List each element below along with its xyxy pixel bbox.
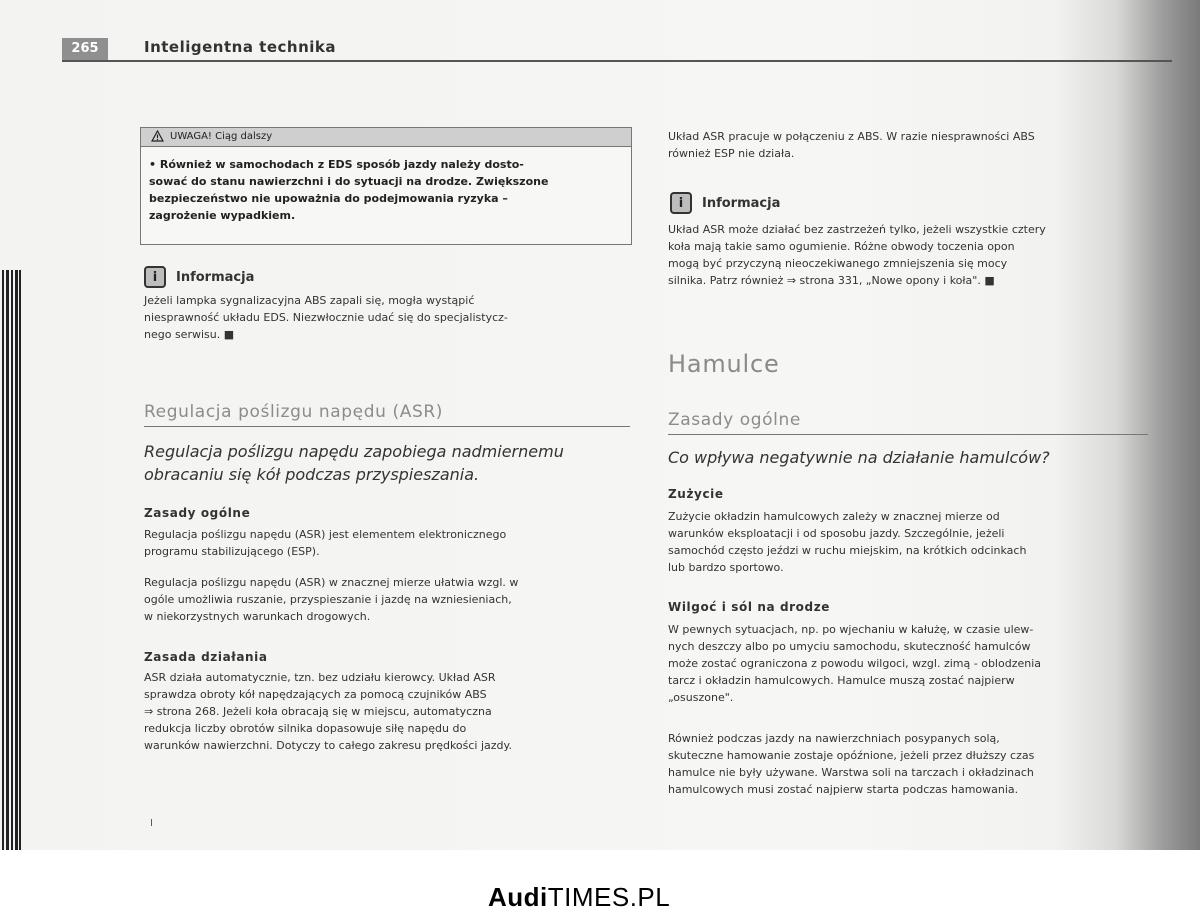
warning-line: zagrożenie wypadkiem. bbox=[149, 209, 296, 222]
warning-title: UWAGA! Ciąg dalszy bbox=[170, 131, 273, 142]
text-line: „osuszone". bbox=[668, 691, 734, 704]
info-right-title: Informacja bbox=[702, 195, 781, 211]
text-line: ASR działa automatycznie, tzn. bez udziału kierowcy. Układ ASR bbox=[144, 671, 496, 684]
info-left-title: Informacja bbox=[176, 269, 255, 285]
right-intro bbox=[668, 128, 1035, 162]
text-line: tarcz i okładzin hamulcowych. Hamulce muszą zostać najpierw bbox=[668, 674, 1015, 687]
page-mark: I bbox=[150, 818, 153, 829]
warning-line: sować do stanu nawierzchni i do sytuacji na drodze. Zwiększone bbox=[149, 175, 549, 188]
lead-line: Regulacja poślizgu napędu zapobiega nadmiernemu bbox=[144, 442, 564, 461]
wilgoc-title: Wilgoć i sól na drodze bbox=[668, 600, 831, 614]
text-line: Jeżeli lampka sygnalizacyjna ABS zapali się, mogła wystąpić bbox=[144, 294, 475, 307]
info-left-text bbox=[144, 292, 508, 343]
text-line: Układ ASR może działać bez zastrzeżeń tylko, jeżeli wszystkie cztery bbox=[668, 223, 1046, 236]
page-number: 265 bbox=[62, 38, 108, 60]
text-line: warunków eksploatacji i od sposobu jazdy. Szczególnie, jeżeli bbox=[668, 527, 1005, 540]
hamulce-question: Co wpływa negatywnie na działanie hamulców? bbox=[668, 448, 1050, 467]
text-line: programu stabilizującego (ESP). bbox=[144, 545, 320, 558]
sol-text bbox=[668, 730, 1034, 798]
lead-line: obracaniu się kół podczas przyspieszania. bbox=[144, 465, 480, 484]
warning-text bbox=[141, 147, 631, 224]
text-line: Regulacja poślizgu napędu (ASR) w znacznej mierze ułatwia wzgl. w bbox=[144, 576, 519, 589]
asr-dzialanie-title: Zasada działania bbox=[144, 650, 268, 664]
binding-edge bbox=[0, 270, 22, 850]
text-line: hamulce nie były używane. Warstwa soli na tarczach i okładzinach bbox=[668, 766, 1034, 779]
wilgoc-text bbox=[668, 621, 1041, 706]
text-line: mogą być przyczyną nieoczekiwanego zmniejszenia się mocy bbox=[668, 257, 1008, 270]
text-line: Regulacja poślizgu napędu (ASR) jest elementem elektronicznego bbox=[144, 528, 507, 541]
text-line: może zostać ograniczona z powodu wilgoci, wzgl. zimą - oblodzenia bbox=[668, 657, 1042, 670]
text-line: również ESP nie działa. bbox=[668, 147, 795, 160]
text-line: hamulcowych musi zostać najpierw starta podczas hamowania. bbox=[668, 783, 1019, 796]
text-line: ogóle umożliwia ruszanie, przyspieszanie i jazdę na wzniesieniach, bbox=[144, 593, 512, 606]
logo-rest-part: TIMES.PL bbox=[547, 882, 671, 912]
audi-times-logo bbox=[488, 882, 670, 913]
info-right-heading bbox=[670, 192, 780, 214]
text-line: redukcja liczby obrotów silnika dopasowuje siłę napędu do bbox=[144, 722, 467, 735]
text-line: ⇒ strona 268. Jeżeli koła obracają się w miejscu, automatyczna bbox=[144, 705, 492, 718]
text-line: nego serwisu. ■ bbox=[144, 328, 235, 341]
text-line: skuteczne hamowanie zostaje opóźnione, jeżeli przez dłuższy czas bbox=[668, 749, 1035, 762]
asr-dzialanie-text bbox=[144, 669, 512, 754]
hamulce-section-title: Zasady ogólne bbox=[668, 410, 801, 430]
text-line: warunków nawierzchni. Dotyczy to całego zakresu prędkości jazdy. bbox=[144, 739, 512, 752]
asr-section-rule bbox=[144, 426, 630, 427]
zuzycie-title: Zużycie bbox=[668, 487, 724, 501]
text-line: sprawdza obroty kół napędzających za pomocą czujników ABS bbox=[144, 688, 487, 701]
text-line: Układ ASR pracuje w połączeniu z ABS. W razie niesprawności ABS bbox=[668, 130, 1035, 143]
info-icon: i bbox=[670, 192, 692, 214]
warning-header bbox=[141, 128, 631, 147]
text-line: koła mają takie samo ogumienie. Różne obwody toczenia opon bbox=[668, 240, 1015, 253]
asr-zasady-title: Zasady ogólne bbox=[144, 506, 251, 520]
asr-section-title: Regulacja poślizgu napędu (ASR) bbox=[144, 402, 444, 422]
text-line: Również podczas jazdy na nawierzchniach posypanych solą, bbox=[668, 732, 1000, 745]
text-line: samochód często jeździ w ruchu miejskim, na krótkich odcinkach bbox=[668, 544, 1027, 557]
asr-zasady-p1 bbox=[144, 526, 506, 560]
hamulce-title: Hamulce bbox=[668, 350, 780, 378]
text-line: W pewnych sytuacjach, np. po wjechaniu w kałużę, w czasie ulew- bbox=[668, 623, 1034, 636]
warning-triangle-icon bbox=[151, 130, 164, 142]
hamulce-section-rule bbox=[668, 434, 1148, 435]
info-right-text bbox=[668, 221, 1046, 289]
info-icon: i bbox=[144, 266, 166, 288]
asr-zasady-p2 bbox=[144, 574, 518, 625]
asr-lead bbox=[144, 440, 564, 486]
text-line: niesprawność układu EDS. Niezwłocznie udać się do specjalistycz- bbox=[144, 311, 508, 324]
header-rule bbox=[62, 60, 1172, 62]
warning-line: bezpieczeństwo nie upoważnia do podejmowania ryzyka – bbox=[149, 192, 508, 205]
chapter-title: Inteligentna technika bbox=[144, 38, 337, 56]
text-line: Zużycie okładzin hamulcowych zależy w znacznej mierze od bbox=[668, 510, 1000, 523]
text-line: lub bardzo sportowo. bbox=[668, 561, 784, 574]
warning-box bbox=[140, 127, 632, 245]
text-line: w niekorzystnych warunkach drogowych. bbox=[144, 610, 371, 623]
text-line: nych deszczy albo po umyciu samochodu, skuteczność hamulców bbox=[668, 640, 1031, 653]
zuzycie-text bbox=[668, 508, 1026, 576]
text-line: silnika. Patrz również ⇒ strona 331, „Nowe opony i koła". ■ bbox=[668, 274, 995, 287]
info-left-heading bbox=[144, 266, 254, 288]
logo-bold-part: Audi bbox=[488, 882, 548, 912]
warning-line: • Również w samochodach z EDS sposób jazdy należy dosto- bbox=[149, 158, 524, 171]
